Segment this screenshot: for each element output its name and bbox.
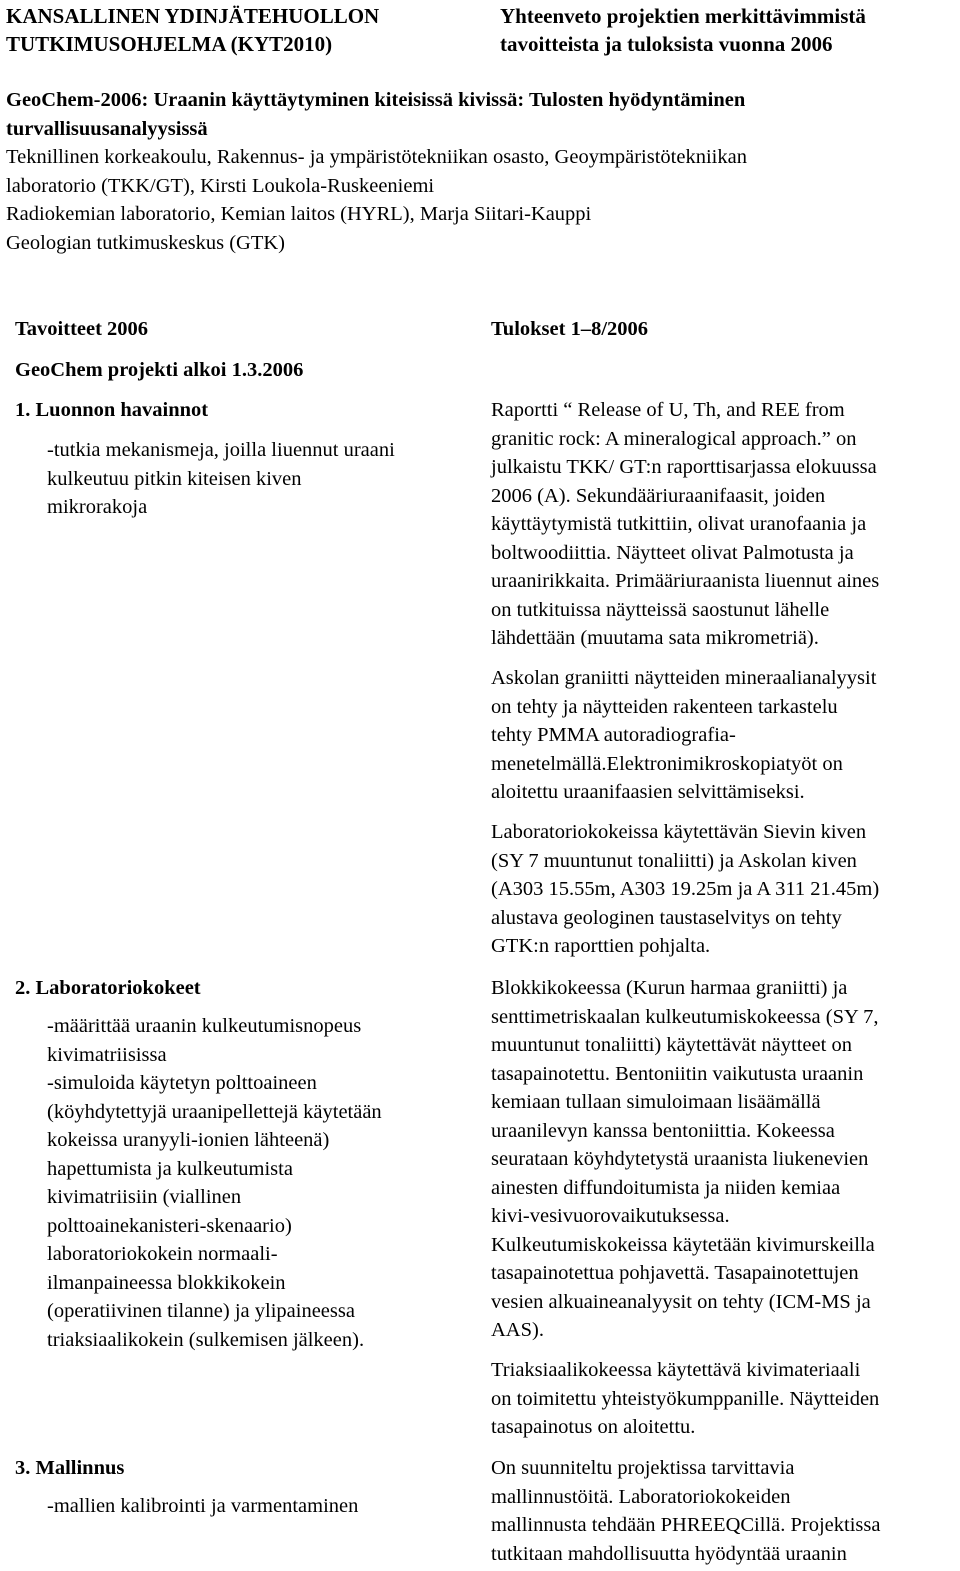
section2-line: triaksiaalikokein (sulkemisen jälkeen). xyxy=(47,1328,365,1351)
document-title-line: tavoitteista ja tuloksista vuonna 2006 xyxy=(500,32,833,56)
results-line: kivi-vesivuorovaikutuksessa. xyxy=(491,1205,730,1227)
program-title-line: KANSALLINEN YDINJÄTEHUOLLON xyxy=(6,4,380,28)
results-line: uraanirikkaita. Primääriuraanista liuennut aines xyxy=(491,570,880,592)
section2-line: laboratoriokokein normaali- xyxy=(47,1243,278,1265)
project-title-line: GeoChem-2006: Uraanin käyttäytyminen kiteisissä kivissä: Tulosten hyödyntäminen xyxy=(6,89,746,111)
results-paragraph-3 xyxy=(491,818,879,961)
results-paragraph-5 xyxy=(491,1356,879,1442)
section2-line: kivimatriisiin (viallinen xyxy=(47,1186,242,1208)
results-line: on toimitettu yhteistyökumppanille. Näytteiden xyxy=(491,1387,880,1410)
project-org-line: laboratorio (TKK/GT), Kirsti Loukola-Ruskeeniemi xyxy=(6,174,435,197)
section3-line: -mallien kalibrointi ja varmentaminen xyxy=(47,1495,359,1517)
results-line: tutkitaan mahdollisuutta hyödyntää uraanin xyxy=(491,1542,847,1565)
results-line: aloitettu uraanifaasien selvittämiseksi. xyxy=(491,781,805,803)
results-line: tasapainotettu. Bentoniitin vaikutusta uraanin xyxy=(491,1062,864,1085)
project-block xyxy=(6,86,747,257)
results-line: Askolan graniitti näytteiden mineraalianalyysit xyxy=(491,667,877,689)
results-line: boltwoodiittia. Näytteet olivat Palmotusta ja xyxy=(491,541,854,564)
section2-body xyxy=(47,1012,382,1354)
section1-line: mikrorakoja xyxy=(47,496,148,518)
results-line: julkaistu TKK/ GT:n raporttisarjassa elokuussa xyxy=(491,456,877,478)
results-line: uraanilevyn kanssa bentoniittia. Kokeessa xyxy=(491,1119,835,1142)
results-line: tasapainotettua pohjavettä. Tasapainotettujen xyxy=(491,1262,859,1284)
results-line: (A303 15.55m, A303 19.25m ja A 311 21.45m) xyxy=(491,878,880,900)
results-line: ainesten diffundoitumista ja niiden kemiaa xyxy=(491,1176,841,1199)
document-title-line: Yhteenveto projektien merkittävimmistä xyxy=(500,4,866,28)
results-line: lähdettään (muutama sata mikrometriä). xyxy=(491,627,819,649)
section1-line: -tutkia mekanismeja, joilla liuennut uraani xyxy=(47,439,395,461)
program-title xyxy=(6,2,379,58)
results-paragraph-1 xyxy=(491,396,879,653)
project-org-line: Teknillinen korkeakoulu, Rakennus- ja ympäristötekniikan osasto, Geoympäristötekniikan xyxy=(6,146,747,168)
results-line: muuntunut tonaliitti) käytettävät näytteet on xyxy=(491,1034,852,1056)
section3-heading: 3. Mallinnus xyxy=(15,1457,125,1479)
results-line: 2006 (A). Sekundääriuraanifaasit, joiden xyxy=(491,484,826,507)
results-paragraph-6 xyxy=(491,1454,880,1568)
results-line: Raportti “ Release of U, Th, and REE from xyxy=(491,399,845,421)
project-org-line: Radiokemian laboratorio, Kemian laitos (HYRL), Marja Siitari-Kauppi xyxy=(6,203,592,225)
results-line: kemiaan tullaan simuloimaan lisäämällä xyxy=(491,1091,821,1113)
section1-heading: 1. Luonnon havainnot xyxy=(15,399,209,421)
results-line: seurataan köyhdytetystä uraanista liukenevien xyxy=(491,1148,869,1170)
section2-line: kokeissa uranyyli-ionien lähteenä) xyxy=(47,1129,330,1151)
results-paragraph-2 xyxy=(491,664,876,807)
results-line: tehty PMMA autoradiografia- xyxy=(491,724,736,746)
results-line: AAS). xyxy=(491,1319,544,1341)
results-line: on tehty ja näytteiden rakenteen tarkastelu xyxy=(491,695,838,718)
results-line: mallinnustöitä. Laboratoriokokeiden xyxy=(491,1485,791,1508)
results-heading: Tulokset 1–8/2006 xyxy=(491,318,649,340)
results-paragraph-4 xyxy=(491,974,879,1345)
section2-line: polttoainekanisteri-skenaario) xyxy=(47,1214,292,1237)
section2-line: -määrittää uraanin kulkeutumisnopeus xyxy=(47,1015,362,1037)
results-line: tasapainotus on aloitettu. xyxy=(491,1416,696,1438)
document-title xyxy=(500,2,866,58)
results-line: On suunniteltu projektissa tarvittavia xyxy=(491,1457,795,1479)
results-line: menetelmällä.Elektronimikroskopiatyöt on xyxy=(491,752,843,775)
results-line: Triaksiaalikokeessa käytettävä kivimateriaali xyxy=(491,1359,861,1381)
program-title-line: TUTKIMUSOHJELMA (KYT2010) xyxy=(6,32,333,56)
results-line: käyttäytymistä tutkittiin, olivat uranofaania ja xyxy=(491,513,867,535)
project-org-line: Geologian tutkimuskeskus (GTK) xyxy=(6,231,285,254)
section2-line: hapettumista ja kulkeutumista xyxy=(47,1157,293,1180)
results-line: Blokkikokeessa (Kurun harmaa graniitti) ja xyxy=(491,977,848,999)
results-line: alustava geologinen taustaselvitys on tehty xyxy=(491,906,842,929)
goals-heading: Tavoitteet 2006 xyxy=(15,318,149,340)
results-line: granitic rock: A mineralogical approach.” on xyxy=(491,427,857,450)
section2-heading: 2. Laboratoriokokeet xyxy=(15,977,201,999)
section1-line: kulkeutuu pitkin kiteisen kiven xyxy=(47,467,302,490)
results-line: Kulkeutumiskokeissa käytetään kivimurskeilla xyxy=(491,1233,875,1256)
results-line: mallinnusta tehdään PHREEQCillä. Projektissa xyxy=(491,1514,881,1536)
section2-line: ilmanpaineessa blokkikokein xyxy=(47,1271,286,1294)
results-line: on tutkituissa näytteissä saostunut lähelle xyxy=(491,598,830,621)
results-line: senttimetriskaalan kulkeutumiskokeessa (SY 7, xyxy=(491,1005,879,1028)
section2-line: kivimatriisissa xyxy=(47,1043,167,1066)
section1-body xyxy=(47,436,395,522)
start-note: GeoChem projekti alkoi 1.3.2006 xyxy=(15,359,304,381)
results-line: vesien alkuaineanalyysit on tehty (ICM-MS ja xyxy=(491,1290,871,1313)
results-line: GTK:n raporttien pohjalta. xyxy=(491,935,711,957)
results-line: Laboratoriokokeissa käytettävän Sievin kiven xyxy=(491,821,867,843)
section2-line: (köyhdytettyjä uraanipellettejä käytetään xyxy=(47,1100,382,1123)
project-title-line: turvallisuusanalyysissä xyxy=(6,117,208,140)
section2-line: (operatiivinen tilanne) ja ylipaineessa xyxy=(47,1300,355,1322)
section2-line: -simuloida käytetyn polttoaineen xyxy=(47,1072,317,1094)
results-line: (SY 7 muuntunut tonaliitti) ja Askolan kiven xyxy=(491,849,857,872)
section3-body xyxy=(47,1492,358,1521)
